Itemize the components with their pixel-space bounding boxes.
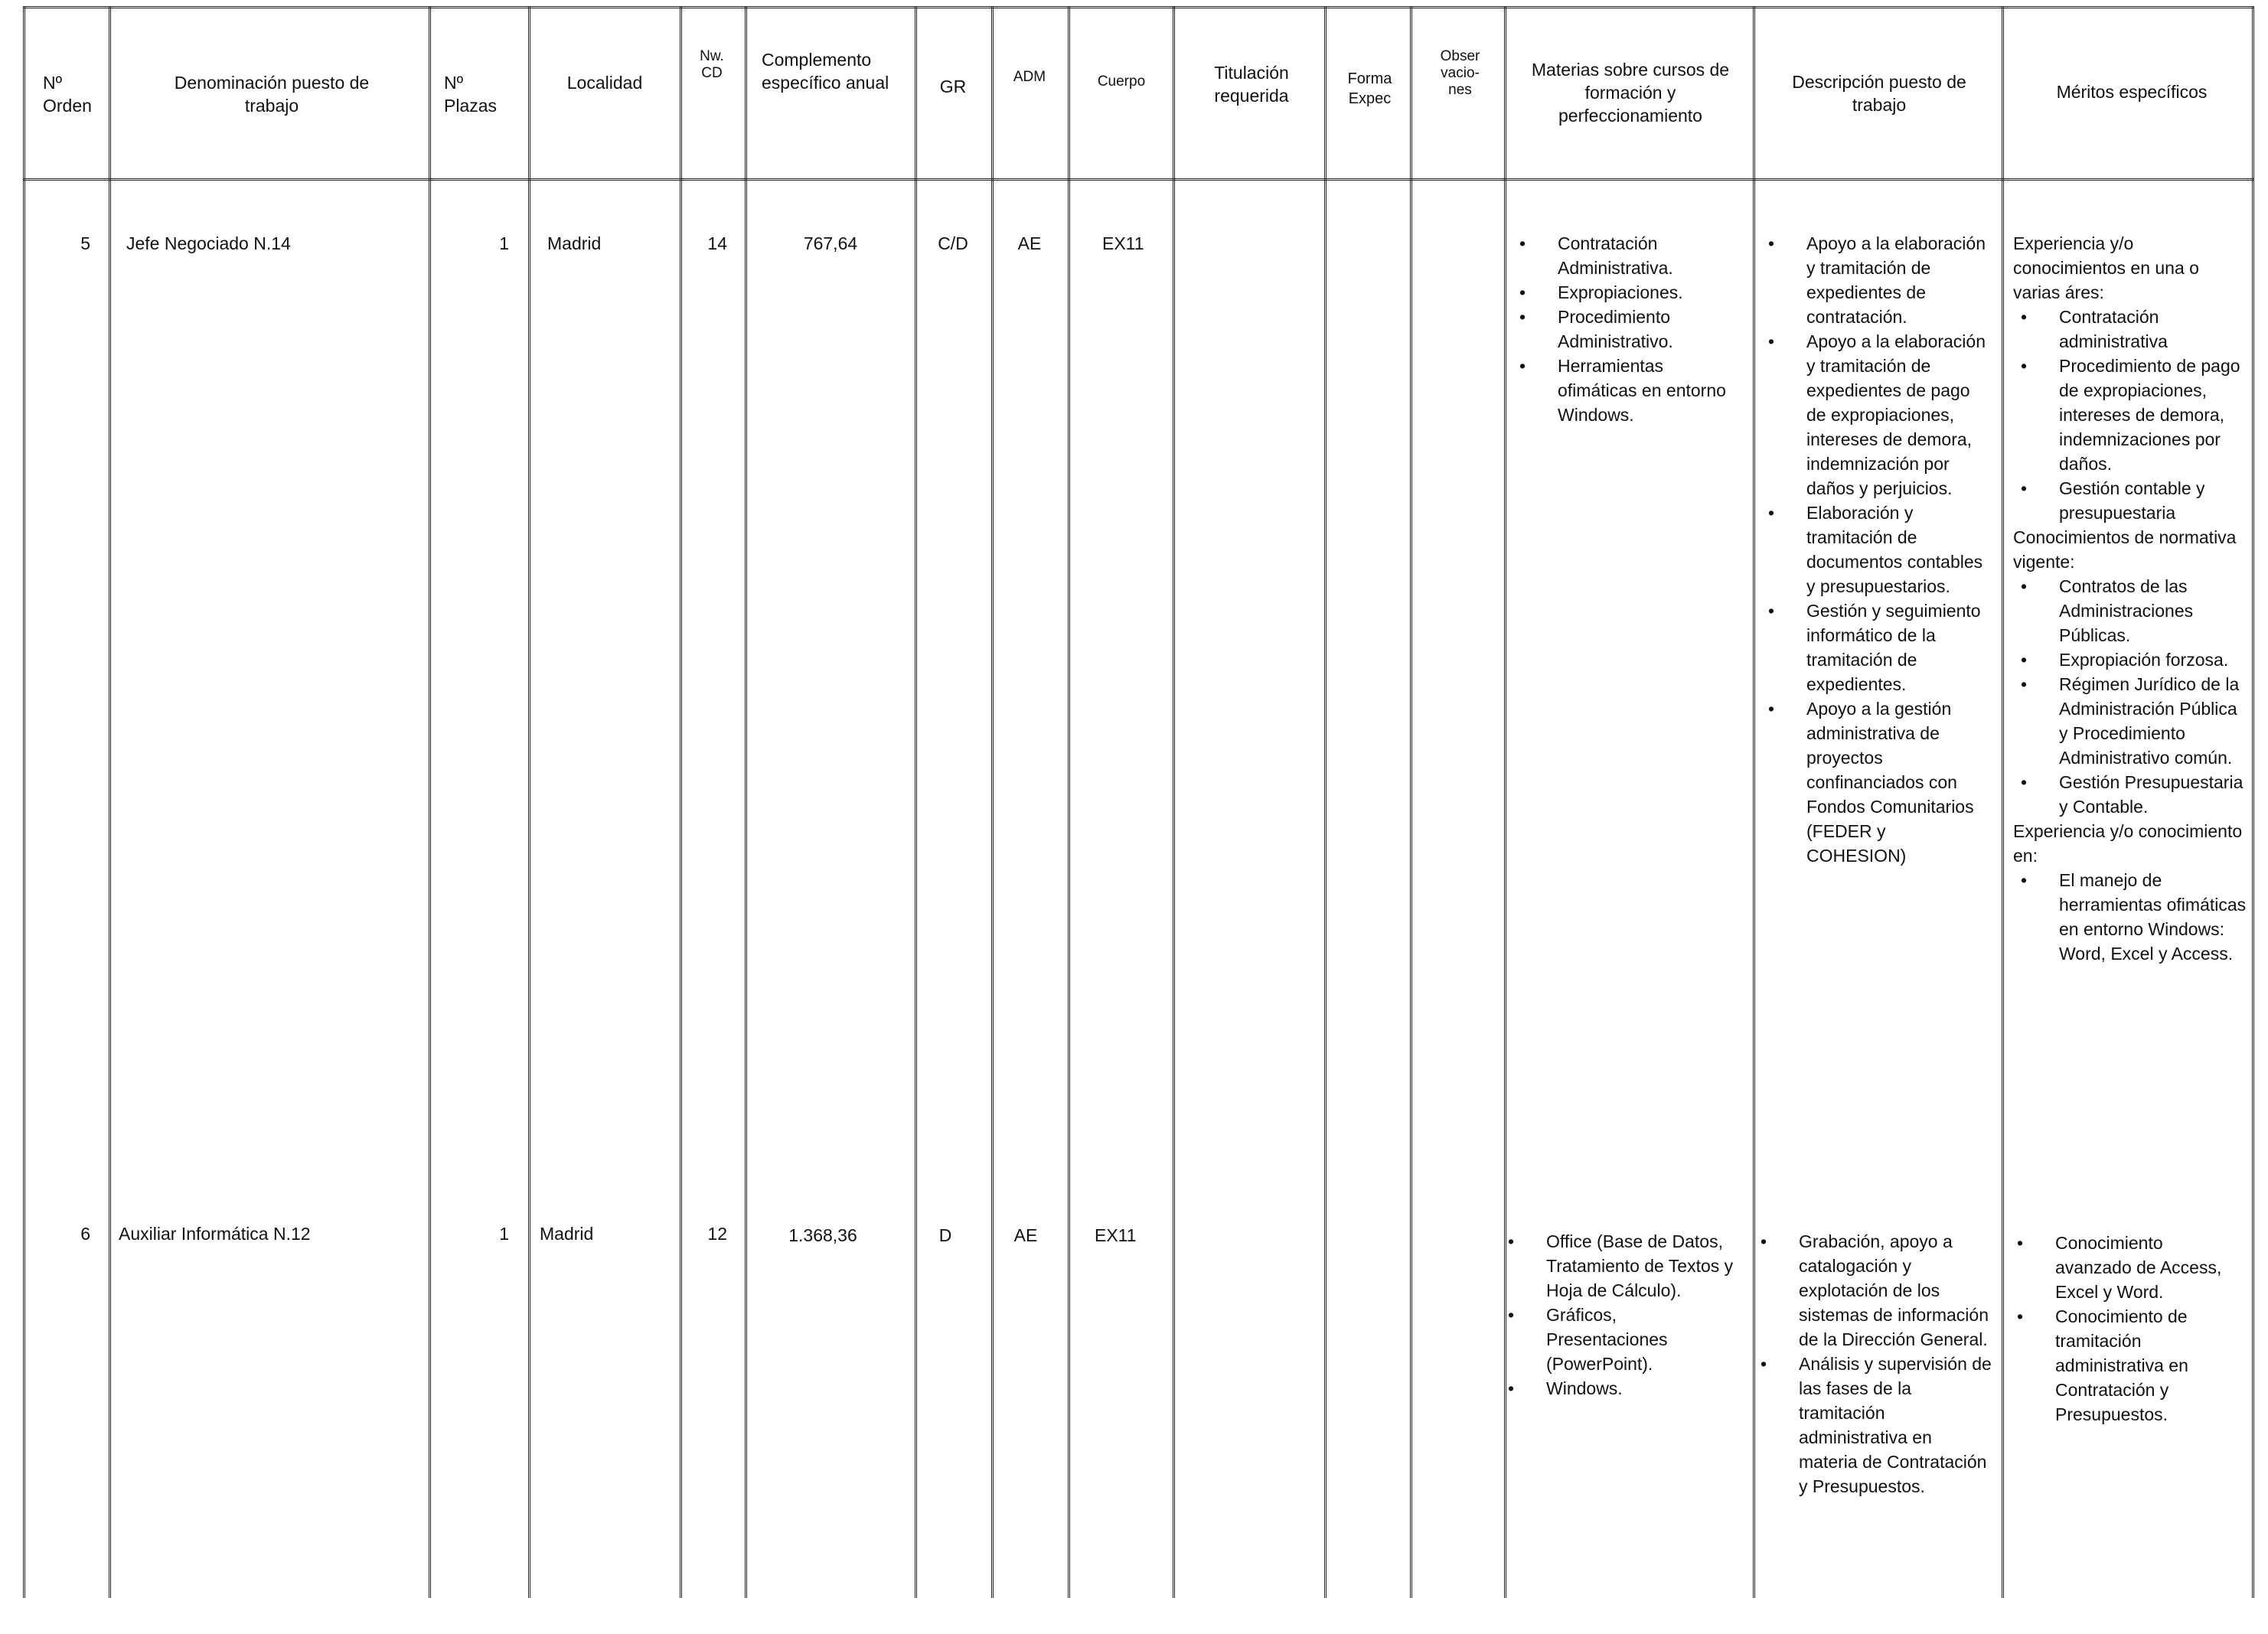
header-denominacion: Denominación puesto de trabajo: [174, 73, 370, 116]
row5-plazas: 1: [499, 233, 509, 253]
meritos-intro: Experiencia y/o conocimiento en:: [2013, 821, 2243, 866]
list-item: • Análisis y supervisión de las fases de la tramitación administrativa en materia de Contratación y Presupuestos.: [1753, 1352, 1994, 1499]
header-orden: Nº Orden: [43, 73, 92, 116]
list-item: • Contratos de las Administraciones Públicas.: [2013, 574, 2247, 647]
meritos-intro: Experiencia y/o conocimientos en una o varias áres:: [2013, 233, 2199, 302]
header-localidad: Localidad: [566, 73, 643, 93]
header-gr: GR: [939, 77, 967, 96]
column-divider: [1068, 6, 1070, 1598]
list-item: • Expropiaciones.: [1512, 280, 1741, 305]
column-divider: [109, 6, 111, 1598]
row6-cuerpo: EX11: [1095, 1225, 1137, 1245]
column-divider: [429, 6, 431, 1598]
row6-descripcion: [1753, 1229, 1994, 1499]
list-item: • Apoyo a la elaboración y tramitación de expedientes de pago de expropiaciones, intereses de demora, indemnización por daños y perjuicios.: [1761, 329, 1990, 501]
row5-nivel: 14: [707, 233, 727, 253]
column-divider: [1173, 6, 1175, 1598]
header-complemento: Complemento específico anual: [762, 50, 889, 93]
column-divider: [915, 6, 917, 1598]
column-divider: [991, 6, 994, 1598]
column-divider: [528, 6, 530, 1598]
list-item: • Expropiación forzosa.: [2013, 647, 2247, 672]
header-plazas: Nº Plazas: [444, 73, 498, 116]
list-item: • Office (Base de Datos, Tratamiento de Textos y Hoja de Cálculo).: [1500, 1229, 1741, 1303]
row6-gr: D: [938, 1225, 952, 1245]
list-item: • Herramientas ofimáticas en entorno Windows.: [1512, 354, 1741, 427]
list-item: • Gráficos, Presentaciones (PowerPoint).: [1500, 1303, 1741, 1376]
header-bottom-border: [23, 178, 2254, 181]
meritos-intro: Conocimientos de normativa vigente:: [2013, 527, 2237, 572]
row5-materias: [1512, 231, 1741, 427]
list-item: • Conocimiento avanzado de Access, Excel y Word.: [2009, 1231, 2243, 1304]
row6-localidad: Madrid: [540, 1224, 594, 1244]
header-observaciones: Obser vacio- nes: [1440, 48, 1480, 98]
list-item: • Gestión contable y presupuestaria: [2013, 476, 2247, 525]
row6-denominacion: Auxiliar Informática N.12: [119, 1224, 311, 1244]
header-materias: Materias sobre cursos de formación y perfeccionamiento: [1531, 60, 1730, 126]
row6-complemento: 1.368,36: [788, 1225, 857, 1245]
list-item: • Procedimiento de pago de expropiaciones, intereses de demora, indemnizaciones por daños.: [2013, 354, 2247, 476]
header-adm: ADM: [1013, 69, 1046, 85]
row5-gr: C/D: [938, 233, 968, 253]
row6-meritos: [2009, 1231, 2243, 1427]
header-titulacion: Titulación requerida: [1214, 63, 1289, 106]
column-divider: [1410, 6, 1412, 1598]
table-top-border: [23, 6, 2254, 8]
list-item: • El manejo de herramientas ofimáticas en entorno Windows: Word, Excel y Access.: [2013, 868, 2247, 966]
column-divider: [680, 6, 682, 1598]
list-item: • Conocimiento de tramitación administrativa en Contratación y Presupuestos.: [2009, 1304, 2243, 1427]
row5-orden: 5: [80, 233, 90, 253]
column-divider: [2252, 6, 2254, 1598]
list-item: • Apoyo a la gestión administrativa de proyectos confinanciados con Fondos Comunitarios (FEDER y COHESION): [1761, 696, 1990, 868]
column-divider: [745, 6, 747, 1598]
row5-complemento: 767,64: [803, 233, 858, 253]
column-divider: [23, 6, 25, 1598]
position-table: [23, 6, 2254, 1598]
list-item: • Contratación administrativa: [2013, 305, 2247, 354]
list-item: • Gestión y seguimiento informático de la tramitación de expedientes.: [1761, 598, 1990, 696]
header-meritos: Méritos específicos: [2056, 82, 2208, 102]
header-nivel: Nw. CD: [700, 48, 724, 81]
list-item: • Grabación, apoyo a catalogación y explotación de los sistemas de información de la Dirección General.: [1753, 1229, 1994, 1352]
row6-orden: 6: [80, 1224, 90, 1244]
list-item: • Windows.: [1500, 1376, 1741, 1401]
list-item: • Régimen Jurídico de la Administración Pública y Procedimiento Administrativo común.: [2013, 672, 2247, 770]
header-forma: Forma Expec: [1347, 70, 1392, 107]
row5-descripcion: [1761, 231, 1990, 868]
row5-adm: AE: [1017, 233, 1042, 253]
column-divider: [1324, 6, 1327, 1598]
row5-cuerpo: EX11: [1102, 233, 1144, 253]
column-divider: [2002, 6, 2004, 1598]
row6-adm: AE: [1013, 1225, 1038, 1245]
list-item: • Procedimiento Administrativo.: [1512, 305, 1741, 354]
row6-materias: [1500, 1229, 1741, 1401]
list-item: • Gestión Presupuestaria y Contable.: [2013, 770, 2247, 819]
header-cuerpo: Cuerpo: [1097, 73, 1146, 90]
list-item: • Contratación Administrativa.: [1512, 231, 1741, 280]
list-item: • Apoyo a la elaboración y tramitación de expedientes de contratación.: [1761, 231, 1990, 329]
list-item: • Elaboración y tramitación de documentos contables y presupuestarios.: [1761, 501, 1990, 598]
row5-localidad: Madrid: [547, 233, 602, 253]
row6-plazas: 1: [499, 1224, 509, 1244]
row6-nivel: 12: [707, 1224, 727, 1244]
row5-meritos: [2013, 231, 2247, 966]
header-descripcion: Descripción puesto de trabajo: [1792, 72, 1966, 115]
row5-denominacion: Jefe Negociado N.14: [126, 233, 291, 253]
